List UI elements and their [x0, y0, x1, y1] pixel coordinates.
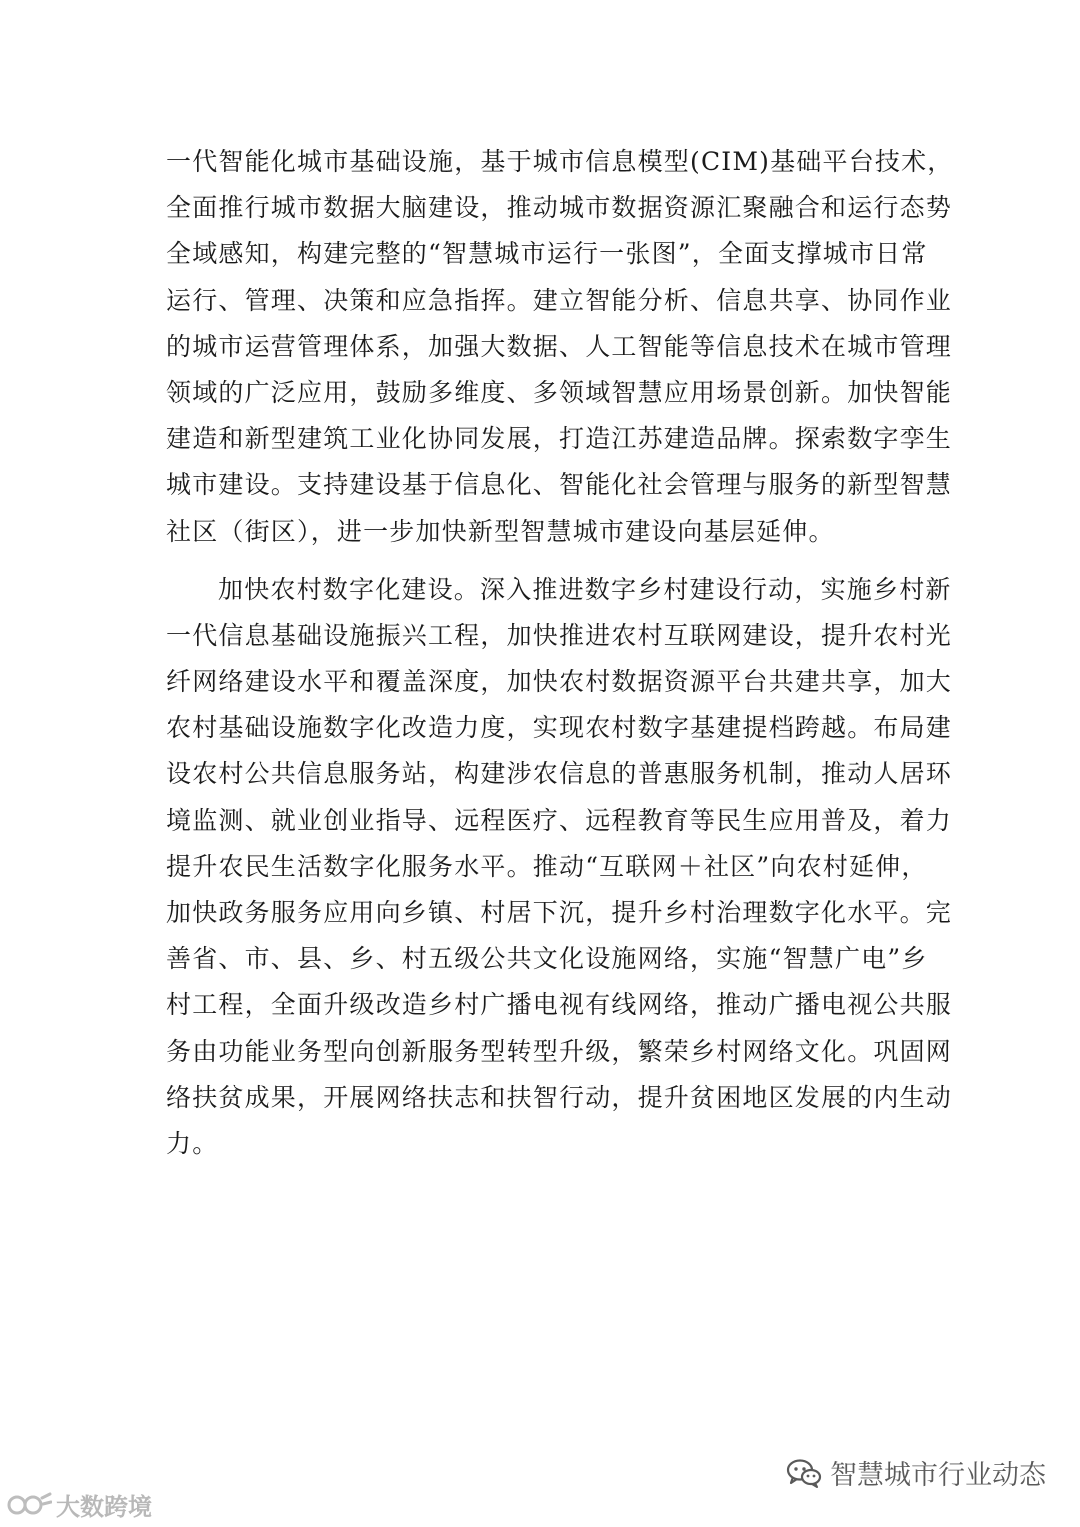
text-line: 农村基础设施数字化改造力度，实现农村数字基建提档跨越。布局建 [166, 713, 953, 743]
text-line: 络扶贫成果，开展网络扶志和扶智行动，提升贫困地区发展的内生动 [166, 1082, 953, 1112]
text-line: 提升农民生活数字化服务水平。推动“互联网＋社区”向农村延伸， [166, 851, 928, 881]
text-line: 运行、管理、决策和应急指挥。建立智能分析、信息共享、协同作业 [166, 285, 953, 315]
text-line: 加快农村数字化建设。深入推进数字乡村建设行动，实施乡村新 [218, 574, 952, 604]
text-line: 全面推行城市数据大脑建设，推动城市数据资源汇聚融合和运行态势 [166, 193, 953, 223]
text-line: 纤网络建设水平和覆盖深度，加快农村数据资源平台共建共享，加大 [166, 667, 953, 697]
text-line: 务由功能业务型向创新服务型转型升级，繁荣乡村网络文化。巩固网 [166, 1036, 953, 1066]
text-line: 力。 [166, 1128, 219, 1158]
logo-icon [6, 1490, 52, 1520]
wechat-account-name: 智慧城市行业动态 [830, 1460, 1046, 1491]
text-line: 的城市运营管理体系，加强大数据、人工智能等信息技术在城市管理 [166, 331, 953, 361]
text-line: 加快政务服务应用向乡镇、村居下沉，提升乡村治理数字化水平。完 [166, 898, 953, 927]
text-line: 村工程，全面升级改造乡村广播电视有线网络，推动广播电视公共服 [166, 990, 953, 1020]
text-line: 设农村公共信息服务站，构建涉农信息的普惠服务机制，推动人居环 [166, 759, 953, 789]
text-line: 境监测、就业创业指导、远程医疗、远程教育等民生应用普及，着力 [166, 805, 953, 835]
text-line: 善省、市、县、乡、村五级公共文化设施网络，实施“智慧广电”乡 [166, 944, 928, 974]
paragraph-2 [166, 567, 953, 1167]
wechat-icon [786, 1458, 822, 1488]
source-name: 大数跨境 [56, 1493, 152, 1521]
text-line: 城市建设。支持建设基于信息化、智能化社会管理与服务的新型智慧 [166, 470, 953, 500]
text-line: 全域感知，构建完整的“智慧城市运行一张图”，全面支撑城市日常 [166, 239, 928, 269]
source-watermark [6, 1487, 152, 1522]
text-line: 领域的广泛应用，鼓励多维度、多领域智慧应用场景创新。加快智能 [166, 377, 953, 407]
text-line: 一代信息基础设施振兴工程，加快推进农村互联网建设，提升农村光 [166, 620, 953, 650]
wechat-account-watermark [786, 1453, 1046, 1492]
document-body [166, 139, 954, 1167]
text-line: 建造和新型建筑工业化协同发展，打造江苏建造品牌。探索数字孪生 [166, 424, 953, 454]
text-line: 一代智能化城市基础设施，基于城市信息模型(CIM)基础平台技术， [166, 147, 954, 176]
text-line: 社区（街区），进一步加快新型智慧城市建设向基层延伸。 [166, 516, 835, 546]
paragraph-1 [166, 139, 954, 555]
